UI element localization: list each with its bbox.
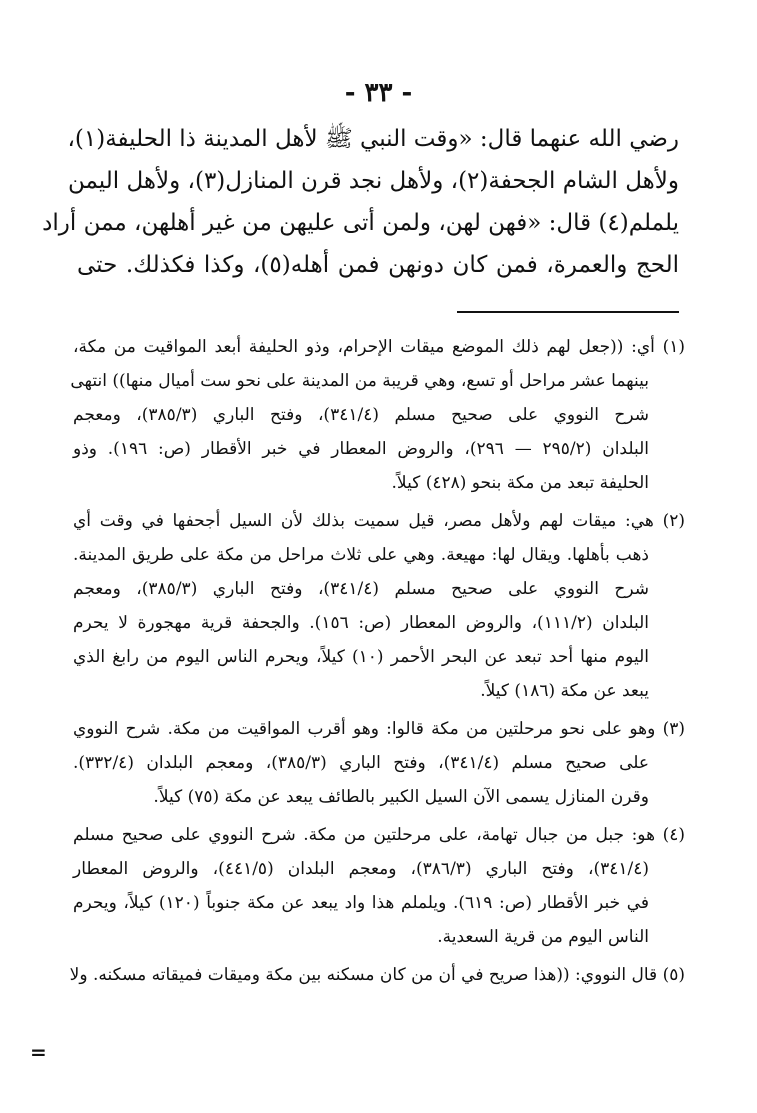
footnote-line: (٥) قال النووي: ((هذا صريح في أن من كان مسكنه بين مكة وميقات فميقاته مسكنه. ولا <box>69 965 685 985</box>
main-text-line: ولأهل الشام الجحفة(٢)، ولأهل نجد قرن المنازل(٣)، ولأهل اليمن <box>68 168 679 194</box>
footnote-line: ذهب بأهلها. ويقال لها: مهيعة. وهي على ثلاث مراحل من مكة على طريق المدينة. <box>73 545 649 565</box>
footnote-line: (٤) هو: جبل من جبال تهامة، على مرحلتين من مكة. شرح النووي على صحيح مسلم <box>73 825 685 845</box>
footnote-line: في خبر الأقطار (ص: ٦١٩). ويلملم هذا واد يبعد عن مكة جنوباً (١٢٠) كيلاً، ويحرم <box>73 893 649 913</box>
footnote-line: (٢) هي: ميقات لهم ولأهل مصر، قيل سميت بذلك لأن السيل أجحفها في وقت أي <box>73 511 685 531</box>
footnote-3 <box>73 712 685 814</box>
page-number: - ٣٣ - <box>344 78 413 108</box>
footnote-line: (٣) وهو على نحو مرحلتين من مكة قالوا: وهو أقرب المواقيت من مكة. شرح النووي <box>73 719 685 739</box>
footnote-separator <box>457 311 679 313</box>
footnote-line: على صحيح مسلم (٣٤١/٤)، وفتح الباري (٣٨٥/٣)، ومعجم البلدان (٣٣٢/٤). <box>73 753 650 773</box>
footnote-line: (١) أي: ((جعل لهم ذلك الموضع ميقات الإحرام، وذو الحليفة أبعد المواقيت من مكة، <box>73 337 685 357</box>
footnote-5 <box>69 958 685 992</box>
footnote-line: البلدان (١١١/٢)، والروض المعطار (ص: ١٥٦). والجحفة قرية مهجورة لا يحرم <box>73 613 649 633</box>
footnote-line: الحليفة تبعد من مكة بنحو (٤٢٨) كيلاً. <box>391 473 649 493</box>
footnote-line: اليوم منها أحد تبعد عن البحر الأحمر (١٠) كيلاً، ويحرم الناس اليوم من رابغ الذي <box>73 647 650 667</box>
footnotes <box>69 330 685 996</box>
footnote-line: الناس اليوم من قرية السعدية. <box>437 927 649 947</box>
footnote-line: وقرن المنازل يسمى الآن السيل الكبير بالطائف يبعد عن مكة (٧٥) كيلاً. <box>153 787 649 807</box>
footnote-line: (٣٤١/٤)، وفتح الباري (٣٨٦/٣)، ومعجم البلدان (٤٤١/٥)، والروض المعطار <box>73 859 650 879</box>
main-text <box>42 118 679 286</box>
footnote-line: شرح النووي على صحيح مسلم (٣٤١/٤)، وفتح الباري (٣٨٥/٣)، ومعجم <box>73 579 650 599</box>
footnote-line: يبعد عن مكة (١٨٦) كيلاً. <box>480 681 649 701</box>
main-text-line: الحج والعمرة، فمن كان دونهن فمن أهله(٥)، وكذا فكذلك. حتى <box>77 252 679 278</box>
footnote-4 <box>73 818 685 954</box>
footnote-1 <box>70 330 685 500</box>
footnote-2 <box>73 504 685 708</box>
footnote-line: البلدان (٢٩٥/٢ — ٢٩٦)، والروض المعطار في خبر الأقطار (ص: ١٩٦). وذو <box>73 439 650 459</box>
footnote-line: بينهما عشر مراحل أو تسع، وهي قريبة من المدينة على نحو ست أميال منها)) انتهى <box>70 371 649 391</box>
footnote-line: شرح النووي على صحيح مسلم (٣٤١/٤)، وفتح الباري (٣٨٥/٣)، ومعجم <box>73 405 650 425</box>
main-text-line: رضي الله عنهما قال: «وقت النبي ﷺ لأهل المدينة ذا الحليفة(١)، <box>67 126 679 152</box>
main-text-line: يلملم(٤) قال: «فهن لهن، ولمن أتى عليهن من غير أهلهن، ممن أراد <box>42 210 679 236</box>
continuation-mark: = <box>30 1040 47 1064</box>
